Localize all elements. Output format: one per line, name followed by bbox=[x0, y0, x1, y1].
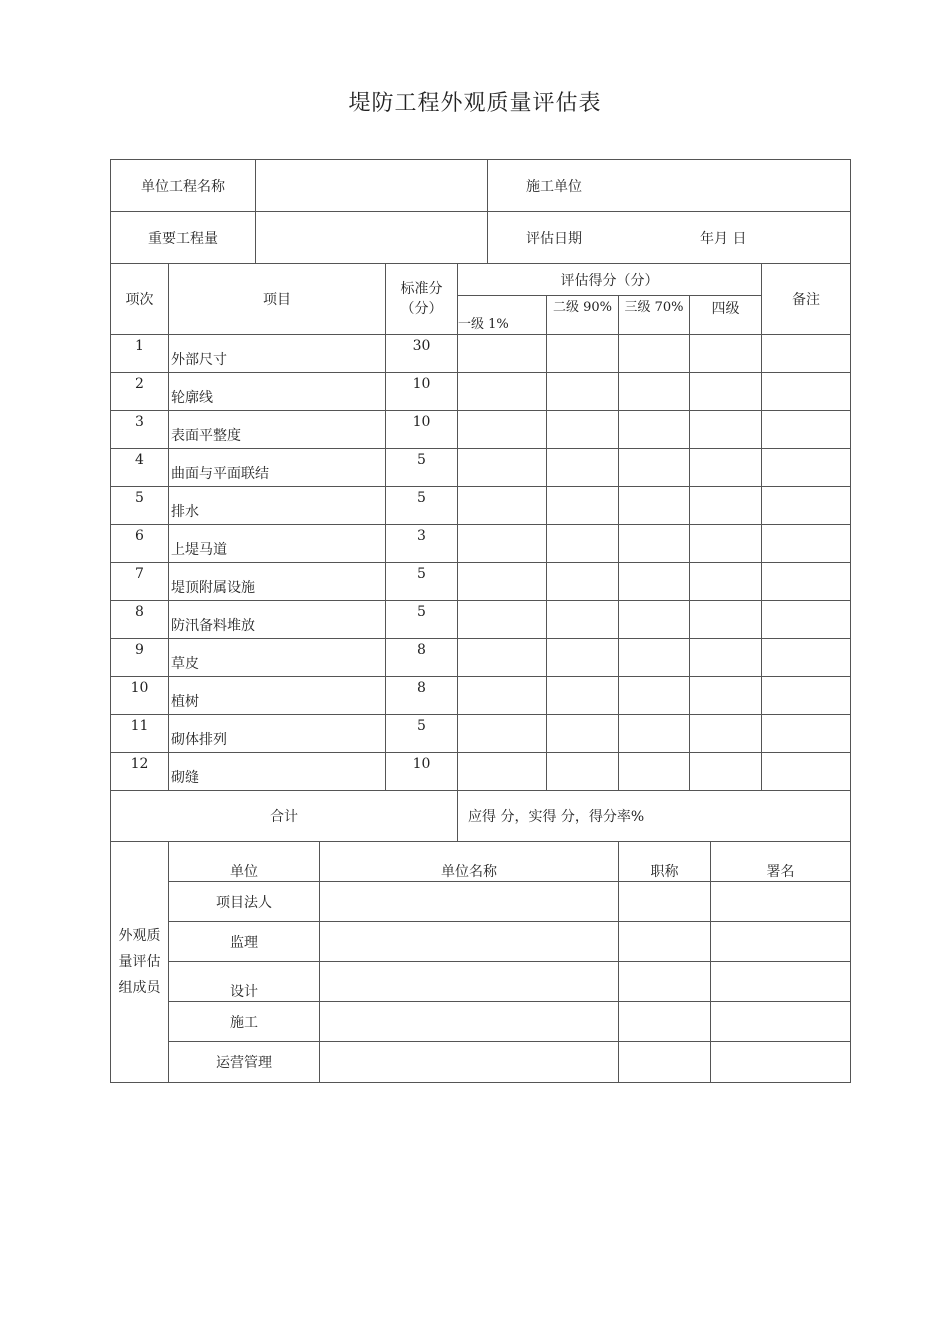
score-level2-cell[interactable] bbox=[547, 601, 619, 639]
row-item: 砌缝 bbox=[169, 753, 386, 791]
row-no: 8 bbox=[111, 601, 169, 639]
score-level1-cell[interactable] bbox=[458, 411, 547, 449]
score-level4-cell[interactable] bbox=[690, 373, 762, 411]
table-row bbox=[111, 753, 851, 791]
row-item: 植树 bbox=[169, 677, 386, 715]
total-summary[interactable]: 应得 分，实得 分，得分率% bbox=[458, 791, 851, 842]
score-level3-cell[interactable] bbox=[619, 601, 690, 639]
score-level2-cell[interactable] bbox=[547, 563, 619, 601]
row-no: 5 bbox=[111, 487, 169, 525]
score-level4-cell[interactable] bbox=[690, 525, 762, 563]
date-label: 评估日期 bbox=[526, 230, 582, 247]
score-level1-cell[interactable] bbox=[458, 753, 547, 791]
score-level3-cell[interactable] bbox=[619, 563, 690, 601]
remark-cell[interactable] bbox=[762, 677, 851, 715]
row-no: 12 bbox=[111, 753, 169, 791]
table-row bbox=[111, 601, 851, 639]
quantity-label: 重要工程量 bbox=[111, 212, 256, 264]
score-level1-cell[interactable] bbox=[458, 335, 547, 373]
row-no: 11 bbox=[111, 715, 169, 753]
score-level3-cell[interactable] bbox=[619, 525, 690, 563]
score-level1-cell[interactable] bbox=[458, 677, 547, 715]
score-level2-cell[interactable] bbox=[547, 715, 619, 753]
score-level2-cell[interactable] bbox=[547, 487, 619, 525]
row-std: 10 bbox=[386, 373, 458, 411]
member-unit-name-cell[interactable] bbox=[320, 1002, 619, 1042]
member-unit-name-cell[interactable] bbox=[320, 962, 619, 1002]
row-item: 轮廓线 bbox=[169, 373, 386, 411]
row-no: 1 bbox=[111, 335, 169, 373]
col-unit-name-header: 单位名称 bbox=[320, 842, 619, 882]
remark-cell[interactable] bbox=[762, 563, 851, 601]
table-row bbox=[111, 373, 851, 411]
member-row bbox=[111, 922, 851, 962]
score-level3-cell[interactable] bbox=[619, 715, 690, 753]
member-signature-cell[interactable] bbox=[711, 962, 851, 1002]
member-title-cell[interactable] bbox=[619, 1002, 711, 1042]
row-no: 6 bbox=[111, 525, 169, 563]
remark-cell[interactable] bbox=[762, 715, 851, 753]
remark-cell[interactable] bbox=[762, 335, 851, 373]
col-std-header: 标准分（分） bbox=[386, 264, 458, 335]
row-item: 曲面与平面联结 bbox=[169, 449, 386, 487]
score-level3-cell[interactable] bbox=[619, 639, 690, 677]
score-level3-cell[interactable] bbox=[619, 335, 690, 373]
score-group-header: 评估得分（分） bbox=[458, 264, 762, 296]
row-no: 10 bbox=[111, 677, 169, 715]
col-item-header: 项目 bbox=[169, 264, 386, 335]
score-level1-cell[interactable] bbox=[458, 487, 547, 525]
table-row bbox=[111, 639, 851, 677]
remark-cell[interactable] bbox=[762, 525, 851, 563]
score-level4-cell[interactable] bbox=[690, 563, 762, 601]
score-level4-cell[interactable] bbox=[690, 677, 762, 715]
score-level4-cell[interactable] bbox=[690, 449, 762, 487]
project-info-table bbox=[110, 159, 851, 264]
quantity-value[interactable] bbox=[256, 212, 488, 264]
score-level4-cell[interactable] bbox=[690, 639, 762, 677]
level4-header: 四级 bbox=[690, 296, 762, 335]
score-level4-cell[interactable] bbox=[690, 411, 762, 449]
member-unit-name-cell[interactable] bbox=[320, 1042, 619, 1083]
table-row bbox=[111, 411, 851, 449]
score-level2-cell[interactable] bbox=[547, 411, 619, 449]
remark-cell[interactable] bbox=[762, 753, 851, 791]
member-row bbox=[111, 962, 851, 1002]
date-suffix: 年月 日 bbox=[700, 230, 747, 247]
member-title-cell[interactable] bbox=[619, 882, 711, 922]
score-level3-cell[interactable] bbox=[619, 449, 690, 487]
unit-project-label: 单位工程名称 bbox=[111, 160, 256, 212]
table-row bbox=[111, 335, 851, 373]
member-unit-name-cell[interactable] bbox=[320, 882, 619, 922]
page-title: 堤防工程外观质量评估表 bbox=[348, 91, 602, 116]
row-std: 3 bbox=[386, 525, 458, 563]
level2-header: 二级 90% bbox=[547, 296, 619, 335]
member-signature-cell[interactable] bbox=[711, 1042, 851, 1083]
col-signature-header: 署名 bbox=[711, 842, 851, 882]
col-no-header: 项次 bbox=[111, 264, 169, 335]
score-level1-cell[interactable] bbox=[458, 449, 547, 487]
remark-cell[interactable] bbox=[762, 601, 851, 639]
member-unit: 监理 bbox=[169, 922, 320, 962]
member-title-cell[interactable] bbox=[619, 1042, 711, 1083]
score-level2-cell[interactable] bbox=[547, 525, 619, 563]
member-title-cell[interactable] bbox=[619, 962, 711, 1002]
score-level4-cell[interactable] bbox=[690, 487, 762, 525]
table-row bbox=[111, 449, 851, 487]
score-level2-cell[interactable] bbox=[547, 373, 619, 411]
member-unit: 施工 bbox=[169, 1002, 320, 1042]
score-level1-cell[interactable] bbox=[458, 715, 547, 753]
row-std: 8 bbox=[386, 639, 458, 677]
table-row bbox=[111, 715, 851, 753]
score-level3-cell[interactable] bbox=[619, 373, 690, 411]
member-row bbox=[111, 1042, 851, 1083]
row-no: 9 bbox=[111, 639, 169, 677]
total-label-text: 合计 bbox=[270, 809, 298, 825]
row-std: 5 bbox=[386, 715, 458, 753]
score-level2-cell[interactable] bbox=[547, 449, 619, 487]
row-std: 10 bbox=[386, 411, 458, 449]
score-level1-cell[interactable] bbox=[458, 639, 547, 677]
score-level4-cell[interactable] bbox=[690, 715, 762, 753]
col-remark-header: 备注 bbox=[762, 264, 851, 335]
members-table bbox=[110, 841, 851, 1083]
row-item: 上堤马道 bbox=[169, 525, 386, 563]
score-level3-cell[interactable] bbox=[619, 753, 690, 791]
score-level4-cell[interactable] bbox=[690, 335, 762, 373]
row-item: 排水 bbox=[169, 487, 386, 525]
row-std: 5 bbox=[386, 449, 458, 487]
col-unit-header: 单位 bbox=[169, 842, 320, 882]
score-level1-cell[interactable] bbox=[458, 601, 547, 639]
remark-cell[interactable] bbox=[762, 639, 851, 677]
unit-project-value[interactable] bbox=[256, 160, 488, 212]
member-row bbox=[111, 882, 851, 922]
row-std: 5 bbox=[386, 601, 458, 639]
member-signature-cell[interactable] bbox=[711, 1002, 851, 1042]
row-no: 7 bbox=[111, 563, 169, 601]
remark-cell[interactable] bbox=[762, 373, 851, 411]
score-level2-cell[interactable] bbox=[547, 335, 619, 373]
member-row bbox=[111, 1002, 851, 1042]
score-level3-cell[interactable] bbox=[619, 677, 690, 715]
score-table bbox=[110, 263, 851, 842]
row-item: 外部尺寸 bbox=[169, 335, 386, 373]
member-signature-cell[interactable] bbox=[711, 882, 851, 922]
member-unit: 设计 bbox=[169, 962, 320, 1002]
score-level4-cell[interactable] bbox=[690, 753, 762, 791]
row-item: 砌体排列 bbox=[169, 715, 386, 753]
contractor-cell[interactable] bbox=[488, 160, 851, 212]
remark-cell[interactable] bbox=[762, 449, 851, 487]
score-level4-cell[interactable] bbox=[690, 601, 762, 639]
member-unit: 项目法人 bbox=[169, 882, 320, 922]
col-title-header: 职称 bbox=[619, 842, 711, 882]
row-std: 10 bbox=[386, 753, 458, 791]
row-item: 堤顶附属设施 bbox=[169, 563, 386, 601]
row-item: 表面平整度 bbox=[169, 411, 386, 449]
table-row bbox=[111, 525, 851, 563]
member-unit: 运营管理 bbox=[169, 1042, 320, 1083]
table-row bbox=[111, 487, 851, 525]
row-no: 4 bbox=[111, 449, 169, 487]
members-section-label: 外观质量评估组成员 bbox=[111, 842, 169, 1083]
member-signature-cell[interactable] bbox=[711, 922, 851, 962]
row-no: 3 bbox=[111, 411, 169, 449]
row-no: 2 bbox=[111, 373, 169, 411]
date-cell[interactable] bbox=[488, 212, 851, 264]
table-row bbox=[111, 563, 851, 601]
total-label bbox=[111, 791, 458, 842]
level3-header: 三级 70% bbox=[619, 296, 690, 335]
remark-cell[interactable] bbox=[762, 411, 851, 449]
row-std: 30 bbox=[386, 335, 458, 373]
score-level3-cell[interactable] bbox=[619, 411, 690, 449]
score-level3-cell[interactable] bbox=[619, 487, 690, 525]
score-level1-cell[interactable] bbox=[458, 563, 547, 601]
member-title-cell[interactable] bbox=[619, 922, 711, 962]
member-unit-name-cell[interactable] bbox=[320, 922, 619, 962]
level1-header: 一级 1% bbox=[458, 296, 547, 335]
score-level2-cell[interactable] bbox=[547, 677, 619, 715]
score-level1-cell[interactable] bbox=[458, 373, 547, 411]
row-std: 5 bbox=[386, 487, 458, 525]
row-std: 5 bbox=[386, 563, 458, 601]
row-std: 8 bbox=[386, 677, 458, 715]
score-level2-cell[interactable] bbox=[547, 753, 619, 791]
remark-cell[interactable] bbox=[762, 487, 851, 525]
contractor-label: 施工单位 bbox=[526, 178, 582, 195]
score-level1-cell[interactable] bbox=[458, 525, 547, 563]
score-level2-cell[interactable] bbox=[547, 639, 619, 677]
table-row bbox=[111, 677, 851, 715]
row-item: 防汛备料堆放 bbox=[169, 601, 386, 639]
row-item: 草皮 bbox=[169, 639, 386, 677]
